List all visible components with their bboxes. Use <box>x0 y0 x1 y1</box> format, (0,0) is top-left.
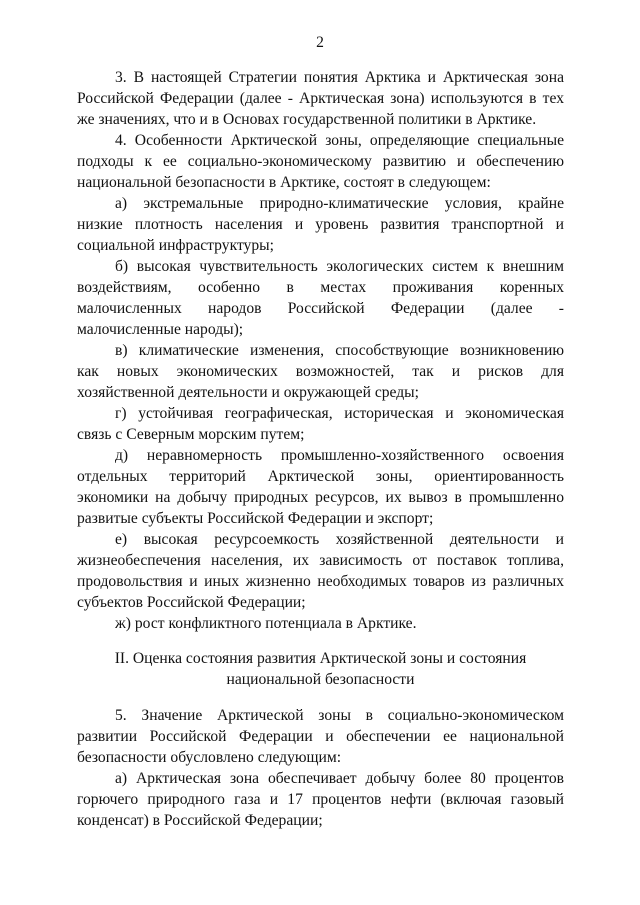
text-line: субъектов Российской Федерации; <box>77 594 306 611</box>
text-line: Российской Федерации (далее - Арктическая зона) используются в тех <box>77 90 564 107</box>
text-line: развитии Российской Федерации и обеспечении ее национальной <box>77 728 564 745</box>
text-line: а) экстремальные природно-климатические условия, крайне <box>115 195 564 212</box>
text-line: б) высокая чувствительность экологических систем к внешним <box>115 258 564 275</box>
text-line: низкие плотность населения и уровень развития транспортной и <box>77 216 564 233</box>
text-line: 4. Особенности Арктической зоны, определяющие специальные <box>115 132 564 149</box>
text-line: отдельных территорий Арктической зоны, ориентированность <box>77 468 564 485</box>
text-line: малочисленные народы); <box>77 321 244 338</box>
text-line: малочисленных народов Российской Федерации (далее - <box>77 300 564 317</box>
text-line: социальной инфраструктуры; <box>77 237 274 254</box>
text-line: безопасности обусловлено следующим: <box>77 749 342 766</box>
text-line: 3. В настоящей Стратегии понятия Арктика и Арктическая зона <box>115 69 564 86</box>
text-line: хозяйственной деятельности и окружающей среды; <box>77 384 419 401</box>
text-line: е) высокая ресурсоемкость хозяйственной деятельности и <box>115 531 564 548</box>
text-line: г) устойчивая географическая, историческая и экономическая <box>115 405 564 422</box>
text-line: д) неравномерность промышленно-хозяйственного освоения <box>115 447 564 464</box>
text-line: а) Арктическая зона обеспечивает добычу более 80 процентов <box>115 770 564 787</box>
text-line: продовольствия и иных жизненно необходимых товаров из различных <box>77 573 564 590</box>
text-line: связь с Северным морским путем; <box>77 426 305 443</box>
page-number: 2 <box>316 34 324 51</box>
text-line: подходы к ее социально-экономическому развитию и обеспечению <box>77 153 564 170</box>
text-line: конденсат) в Российской Федерации; <box>77 812 323 829</box>
text-line: ж) рост конфликтного потенциала в Арктике. <box>115 615 417 632</box>
text-line: горючего природного газа и 17 процентов нефти (включая газовый <box>77 791 564 808</box>
text-line: жизнеобеспечения населения, их зависимость от поставок топлива, <box>77 552 564 569</box>
section-heading-line: национальной безопасности <box>226 671 415 688</box>
text-line: 5. Значение Арктической зоны в социально-экономическом <box>115 707 564 724</box>
text-line: национальной безопасности в Арктике, состоят в следующем: <box>77 174 491 191</box>
text-line: в) климатические изменения, способствующие возникновению <box>115 342 564 359</box>
text-line: же значениях, что и в Основах государственной политики в Арктике. <box>77 111 537 128</box>
text-line: развитые субъекты Российской Федерации и экспорт; <box>77 510 434 527</box>
text-line: экономики на добычу природных ресурсов, их вывоз в промышленно <box>77 489 564 506</box>
section-heading-line: II. Оценка состояния развития Арктической зоны и состояния <box>114 650 527 667</box>
text-line: как новых экономических возможностей, так и рисков для <box>77 363 564 380</box>
text-line: воздействиям, особенно в местах проживания коренных <box>77 279 564 296</box>
